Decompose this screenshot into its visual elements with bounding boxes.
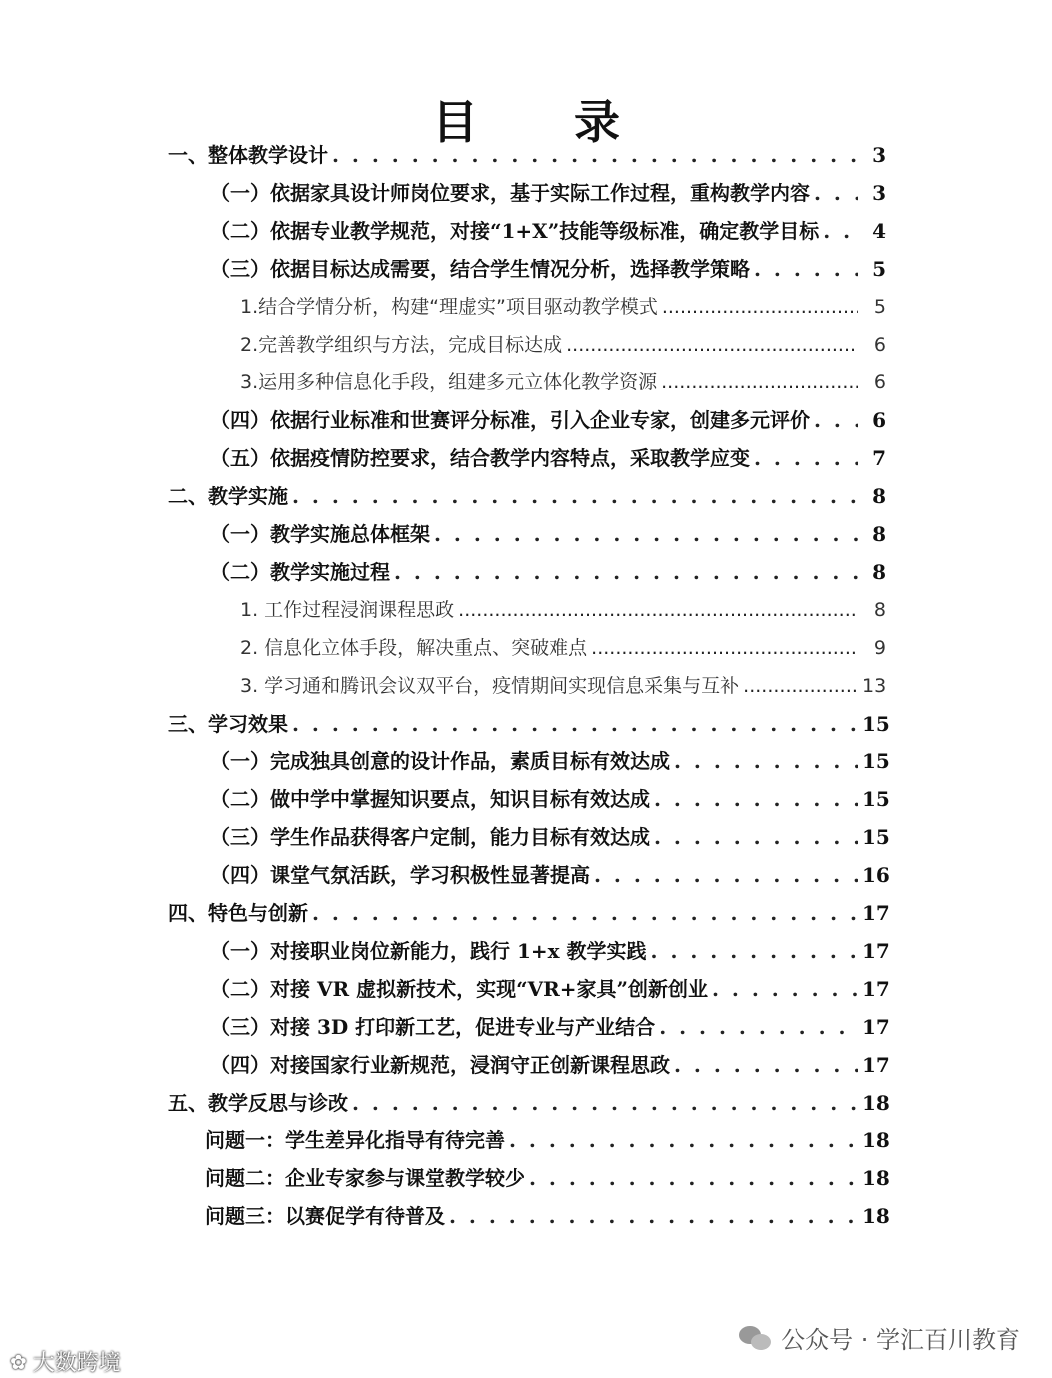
- toc-entry-title: 问题二：企业专家参与课堂教学较少: [205, 1166, 525, 1191]
- toc-entry-title: 一、整体教学设计: [168, 143, 328, 167]
- toc-page-number: 6: [873, 333, 886, 356]
- toc-dot-leader: [352, 1086, 858, 1120]
- toc-entry-title: 二、教学实施: [168, 484, 288, 509]
- toc-dot-leader: [654, 782, 858, 816]
- toc-page-number: 8: [872, 559, 886, 584]
- toc-entry[interactable]: [168, 896, 890, 930]
- toc-entry[interactable]: [240, 631, 886, 665]
- watermark-text: 公众号 · 学汇百川教育: [781, 1326, 1020, 1354]
- toc-entry[interactable]: [210, 858, 890, 892]
- toc-dot-leader: [754, 252, 858, 286]
- toc-entry-title: （一）完成独具创意的设计作品，素质目标有效达成: [210, 749, 670, 774]
- toc-page-number: 17: [862, 1014, 890, 1039]
- toc-page-number: 8: [872, 484, 886, 509]
- toc-page-number: 15: [862, 787, 890, 812]
- toc-entry-title: 四、特色与创新: [168, 901, 308, 925]
- toc-entry-title: 问题三：以赛促学有待普及: [205, 1204, 445, 1229]
- toc-dot-leader: [449, 1199, 858, 1233]
- toc-page-number: 15: [862, 749, 890, 774]
- toc-entry-title: 1. 工作过程浸润课程思政: [240, 598, 455, 621]
- toc-dot-leader: [659, 1010, 858, 1044]
- toc-dot-leader: [814, 176, 858, 210]
- toc-dot-leader: [674, 744, 858, 778]
- toc-page-number: 3: [872, 143, 886, 167]
- toc-dot-leader: [823, 214, 858, 248]
- toc-entry-title: 五、教学反思与诊改: [168, 1090, 348, 1115]
- toc-page-number: 13: [862, 674, 887, 697]
- toc-entry-title: （三）依据目标达成需要，结合学生情况分析，选择教学策略: [210, 256, 750, 281]
- toc-entry[interactable]: [168, 479, 886, 513]
- toc-dot-leader: [566, 328, 858, 362]
- toc-entry[interactable]: [210, 214, 886, 248]
- toc-dot-leader: [651, 934, 858, 968]
- toc-entry[interactable]: [210, 820, 890, 854]
- toc-page-number: 6: [872, 408, 886, 433]
- toc-page-number: 3: [872, 180, 886, 205]
- toc-page-number: 15: [862, 711, 890, 736]
- toc-entry[interactable]: [210, 403, 886, 437]
- toc-entry[interactable]: [210, 1048, 890, 1082]
- toc-page-number: 7: [872, 446, 886, 471]
- toc-entry[interactable]: [240, 365, 886, 399]
- toc-page-number: 18: [862, 1128, 890, 1153]
- toc-entry[interactable]: [210, 744, 890, 778]
- toc-page-number: 17: [862, 901, 890, 925]
- toc-dot-leader: [754, 441, 858, 475]
- toc-entry[interactable]: [205, 1199, 890, 1233]
- toc-entry[interactable]: [210, 441, 886, 475]
- toc-dot-leader: [712, 972, 858, 1006]
- toc-page-number: 6: [873, 371, 886, 394]
- wechat-watermark: [739, 1320, 1020, 1355]
- toc-dot-leader: [743, 669, 858, 703]
- toc-page-number: 5: [873, 295, 886, 318]
- toc-entry-title: （二）做中学中掌握知识要点，知识目标有效达成: [210, 787, 650, 812]
- toc-entry[interactable]: [210, 934, 890, 968]
- toc-dot-leader: [662, 290, 858, 324]
- toc-dot-leader: [292, 707, 858, 741]
- toc-entry[interactable]: [210, 252, 886, 286]
- toc-entry-title: （一）依据家具设计师岗位要求，基于实际工作过程，重构教学内容: [210, 180, 810, 205]
- toc-page-number: 4: [872, 218, 886, 243]
- toc-entry-title: （五）依据疫情防控要求，结合教学内容特点，采取教学应变: [210, 446, 750, 471]
- toc-entry-title: 3.运用多种信息化手段，组建多元立体化教学资源: [240, 371, 658, 394]
- page-title: 目 录: [431, 95, 660, 149]
- toc-entry[interactable]: [210, 555, 886, 589]
- toc-entry-title: （二）依据专业教学规范，对接“1+X”技能等级标准，确定教学目标: [210, 218, 820, 243]
- toc-entry-title: （四）依据行业标准和世赛评分标准，引入企业专家，创建多元评价: [210, 408, 810, 433]
- toc-dot-leader: [591, 631, 858, 665]
- toc-dot-leader: [674, 1048, 858, 1082]
- toc-page-number: 9: [873, 636, 886, 659]
- toc-entry[interactable]: [240, 328, 886, 362]
- toc-entry-title: （四）课堂气氛活跃，学习积极性显著提高: [210, 863, 590, 888]
- toc-entry-title: （二）对接 VR 虚拟新技术，实现“VR+家具”创新创业: [210, 976, 708, 1001]
- toc-page-number: 15: [862, 825, 890, 850]
- toc-page-number: 17: [862, 976, 890, 1001]
- toc-page-number: 18: [862, 1166, 890, 1191]
- toc-entry-title: 1.结合学情分析，构建“理虚实”项目驱动教学模式: [240, 295, 658, 318]
- toc-dot-leader: [292, 479, 858, 513]
- toc-entry[interactable]: [210, 176, 886, 210]
- toc-page-number: 5: [872, 256, 886, 281]
- toc-dot-leader: [594, 858, 858, 892]
- toc-entry-title: 3. 学习通和腾讯会议双平台，疫情期间实现信息采集与互补: [240, 674, 740, 697]
- toc-dot-leader: [434, 517, 858, 551]
- toc-entry[interactable]: [210, 1010, 890, 1044]
- toc-entry[interactable]: [240, 669, 886, 703]
- toc-dot-leader: [394, 555, 858, 589]
- corner-watermark: [10, 1346, 121, 1377]
- toc-entry-title: （三）学生作品获得客户定制，能力目标有效达成: [210, 825, 650, 850]
- toc-page-number: 8: [873, 598, 886, 621]
- wechat-icon: [739, 1324, 773, 1352]
- toc-entry[interactable]: [168, 138, 886, 172]
- toc-dot-leader: [458, 593, 858, 627]
- toc-page-number: 18: [862, 1204, 890, 1229]
- toc-page-number: 18: [862, 1090, 890, 1115]
- toc-entry[interactable]: [205, 1161, 890, 1195]
- toc-entry-title: （一）对接职业岗位新能力，践行 1+x 教学实践: [210, 938, 647, 963]
- logo-icon: ✿: [10, 1349, 27, 1374]
- toc-entry-title: 2.完善教学组织与方法，完成目标达成: [240, 333, 563, 356]
- toc-entry-title: （四）对接国家行业新规范，浸润守正创新课程思政: [210, 1052, 670, 1077]
- toc-entry-title: 2. 信息化立体手段，解决重点、突破难点: [240, 636, 588, 659]
- toc-entry[interactable]: [210, 517, 886, 551]
- toc-entry[interactable]: [240, 290, 886, 324]
- toc-page-number: 8: [872, 522, 886, 546]
- toc-entry[interactable]: [210, 972, 890, 1006]
- toc-dot-leader: [332, 138, 858, 172]
- toc-dot-leader: [814, 403, 858, 437]
- toc-entry-title: （三）对接 3D 打印新工艺，促进专业与产业结合: [210, 1014, 656, 1039]
- toc-entry[interactable]: [240, 593, 886, 627]
- toc-entry[interactable]: [210, 782, 890, 816]
- toc-page-number: 17: [862, 1052, 890, 1077]
- toc-dot-leader: [661, 365, 858, 399]
- toc-page-number: 16: [862, 863, 890, 888]
- toc-dot-leader: [529, 1161, 858, 1195]
- toc-dot-leader: [509, 1123, 858, 1157]
- toc-entry-title: （二）教学实施过程: [210, 559, 390, 584]
- toc-entry-title: 三、学习效果: [168, 711, 288, 736]
- toc-dot-leader: [654, 820, 858, 854]
- toc-page-number: 17: [862, 938, 890, 963]
- toc-entry[interactable]: [168, 707, 890, 741]
- toc-dot-leader: [312, 896, 858, 930]
- toc-entry[interactable]: [205, 1123, 890, 1157]
- toc-entry-title: （一）教学实施总体框架: [210, 522, 430, 546]
- corner-watermark-text: 大数跨境: [32, 1351, 121, 1376]
- toc-entry-title: 问题一：学生差异化指导有待完善: [205, 1128, 505, 1153]
- toc-entry[interactable]: [168, 1086, 890, 1120]
